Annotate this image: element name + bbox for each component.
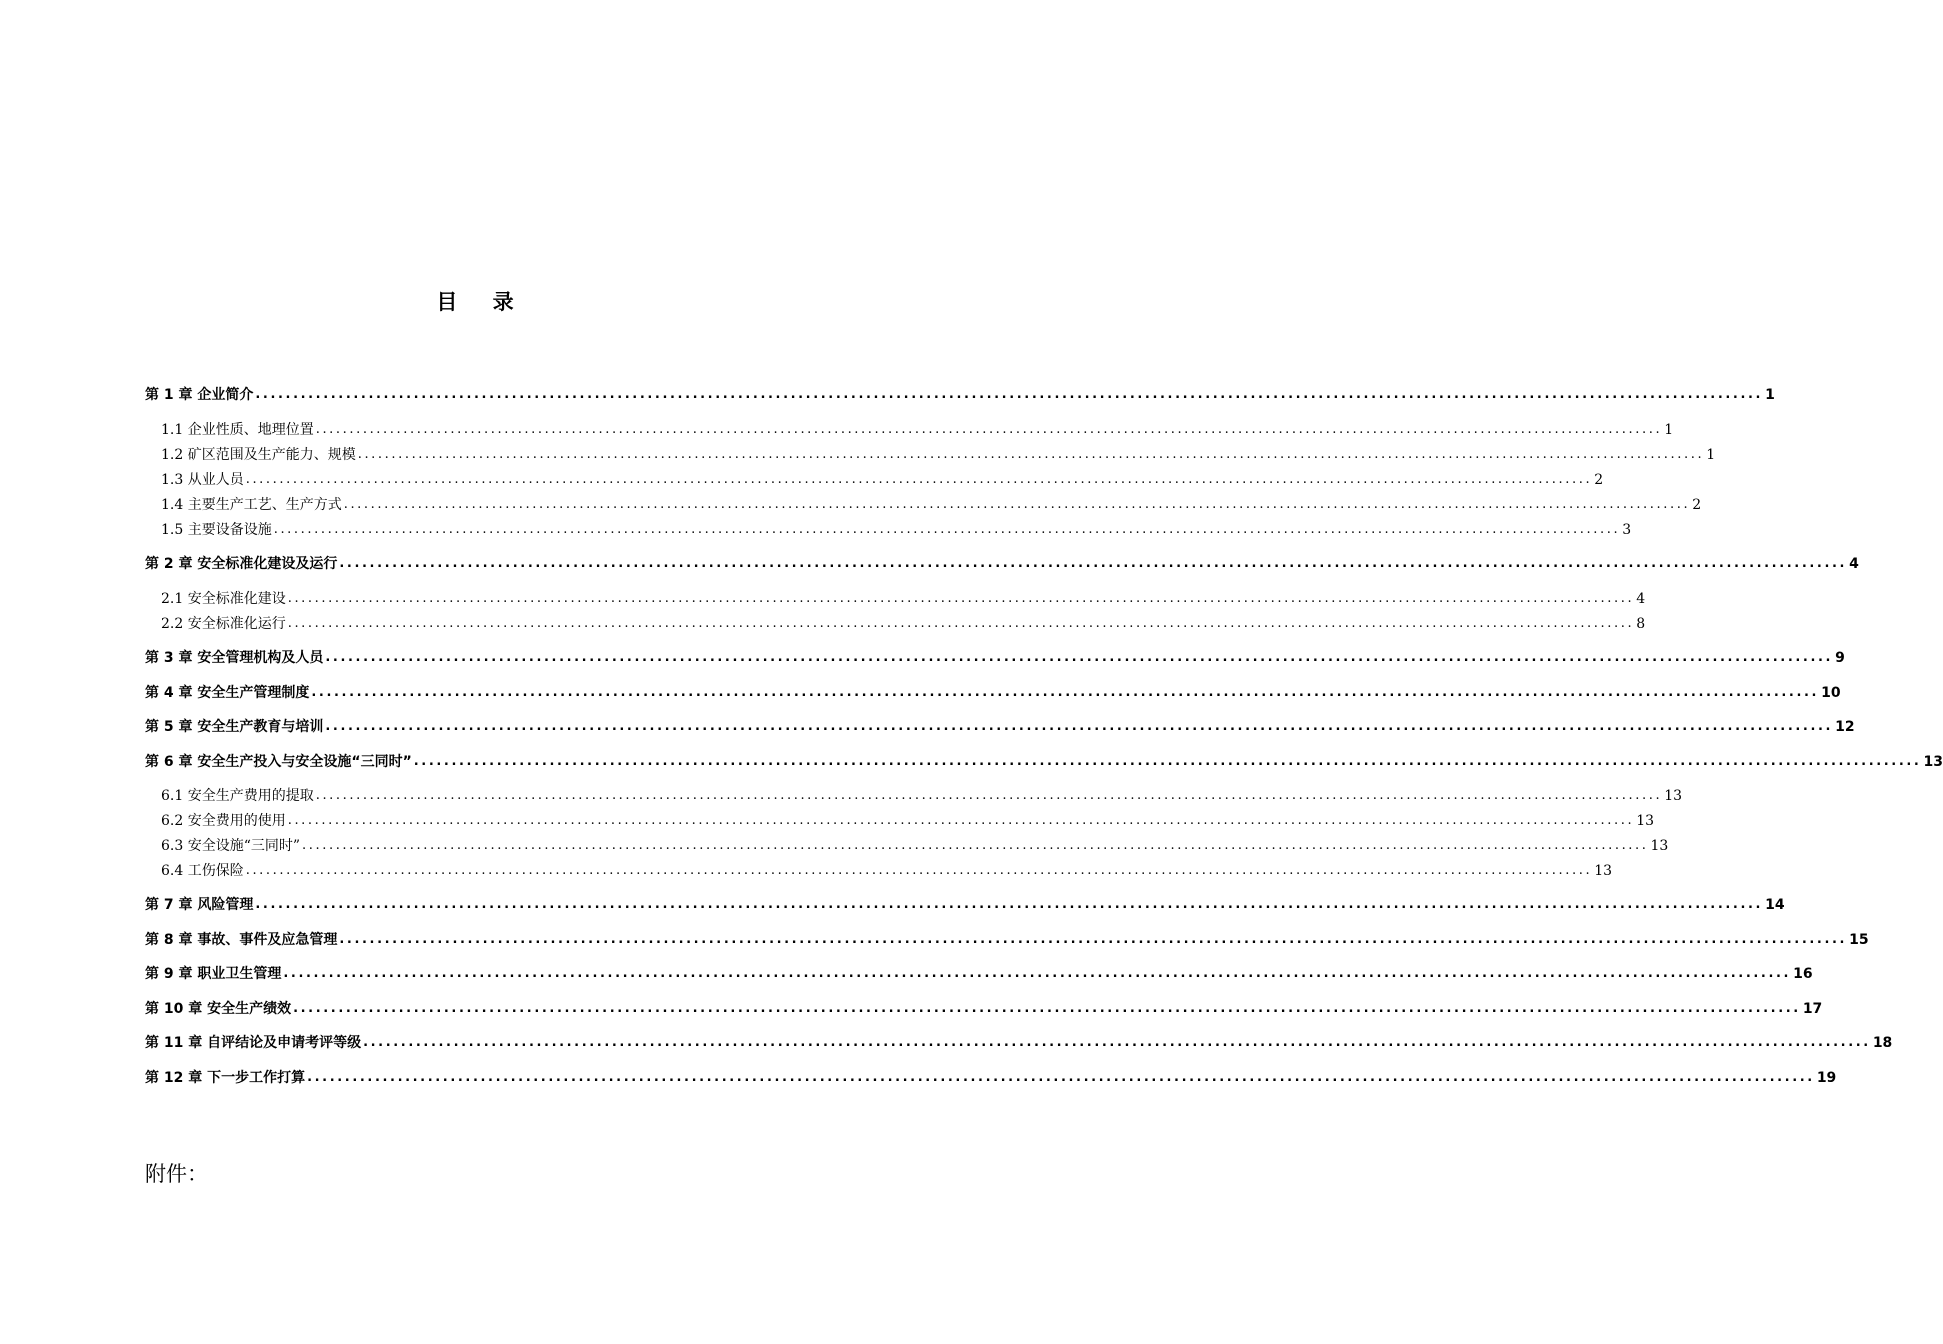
toc-page-number: 18 [1872, 1035, 1893, 1051]
toc-leader-dots: ........................................................................................................................................................................................................ [307, 1070, 1815, 1085]
toc-entry-label: 1.2 矿区范围及生产能力、规模 [161, 447, 356, 463]
toc-entry-label: 第 3 章 安全管理机构及人员 [145, 650, 324, 666]
toc-chapter-entry[interactable] [145, 1031, 1893, 1053]
toc-page-number: 2 [1692, 497, 1702, 513]
toc-entry-label: 第 2 章 安全标准化建设及运行 [145, 556, 338, 572]
toc-entry-label: 2.2 安全标准化运行 [161, 616, 286, 632]
toc-leader-dots: ........................................................................................................................................................................................................ [343, 497, 1691, 512]
toc-leader-dots: ........................................................................................................................................................................................................ [413, 754, 1922, 769]
toc-entry-label: 第 5 章 安全生产教育与培训 [145, 719, 324, 735]
toc-leader-dots: ........................................................................................................................................................................................................ [302, 838, 1649, 853]
toc-section-entry[interactable] [161, 587, 1646, 609]
toc-chapter-entry[interactable] [145, 893, 1785, 915]
toc-section-entry[interactable] [161, 443, 1716, 465]
toc-leader-dots: ........................................................................................................................................................................................................ [325, 719, 1834, 734]
toc-leader-dots: ........................................................................................................................................................................................................ [293, 1001, 1801, 1016]
toc-chapter-entry[interactable] [145, 997, 1823, 1019]
toc-page-number: 3 [1622, 522, 1632, 538]
toc-entry-label: 6.1 安全生产费用的提取 [161, 788, 314, 804]
toc-leader-dots: ........................................................................................................................................................................................................ [315, 422, 1663, 437]
toc-entry-label: 1.5 主要设备设施 [161, 522, 272, 538]
toc-section-entry[interactable] [161, 784, 1683, 806]
toc-page-number: 1 [1765, 387, 1775, 403]
toc-page-number: 2 [1594, 472, 1604, 488]
toc-entry-label: 第 11 章 自评结论及申请考评等级 [145, 1035, 362, 1051]
toc-chapter-entry[interactable] [145, 681, 1841, 703]
toc-page-number: 8 [1636, 616, 1646, 632]
toc-entry-label: 第 7 章 风险管理 [145, 897, 254, 913]
toc-leader-dots: ........................................................................................................................................................................................................ [311, 685, 1820, 700]
toc-page-number: 4 [1849, 556, 1859, 572]
toc-chapter-entry[interactable] [145, 552, 1859, 574]
toc-chapter-entry[interactable] [145, 962, 1813, 984]
toc-chapter-entry[interactable] [145, 1066, 1837, 1088]
toc-page-number: 15 [1849, 932, 1869, 948]
toc-leader-dots: ........................................................................................................................................................................................................ [273, 522, 1621, 537]
toc-entry-label: 第 1 章 企业简介 [145, 387, 254, 403]
toc-leader-dots: ........................................................................................................................................................................................................ [363, 1035, 1871, 1050]
toc-section-entry[interactable] [161, 518, 1632, 540]
toc-chapter-entry[interactable] [145, 383, 1775, 405]
toc-leader-dots: ........................................................................................................................................................................................................ [357, 447, 1705, 462]
toc-chapter-entry[interactable] [145, 928, 1869, 950]
toc-section-entry[interactable] [161, 834, 1669, 856]
toc-page-number: 1 [1706, 447, 1716, 463]
toc-section-entry[interactable] [161, 468, 1604, 490]
toc-section-entry[interactable] [161, 809, 1655, 831]
toc-page-number: 17 [1802, 1001, 1823, 1017]
toc-leader-dots: ........................................................................................................................................................................................................ [255, 897, 1764, 912]
toc-entry-label: 第 10 章 安全生产绩效 [145, 1001, 292, 1017]
toc-entry-label: 2.1 安全标准化建设 [161, 591, 286, 607]
toc-entry-label: 第 8 章 事故、事件及应急管理 [145, 932, 338, 948]
toc-page-number: 4 [1636, 591, 1646, 607]
toc-section-entry[interactable] [161, 612, 1646, 634]
toc-title: 目 录 [436, 290, 528, 314]
toc-page-number: 10 [1821, 685, 1841, 701]
toc-entry-label: 第 12 章 下一步工作打算 [145, 1070, 306, 1086]
toc-leader-dots: ........................................................................................................................................................................................................ [287, 616, 1635, 631]
toc-section-entry[interactable] [161, 493, 1702, 515]
toc-page-number: 9 [1835, 650, 1845, 666]
toc-page-number: 12 [1835, 719, 1855, 735]
toc-page-number: 14 [1765, 897, 1785, 913]
toc-section-entry[interactable] [161, 859, 1613, 881]
toc-leader-dots: ........................................................................................................................................................................................................ [339, 556, 1848, 571]
toc-leader-dots: ........................................................................................................................................................................................................ [245, 472, 1593, 487]
toc-entry-label: 6.3 安全设施“三同时” [161, 838, 301, 854]
toc-chapter-entry[interactable] [145, 646, 1845, 668]
toc-entry-label: 第 4 章 安全生产管理制度 [145, 685, 310, 701]
toc-section-entry[interactable] [161, 418, 1674, 440]
toc-page-number: 13 [1636, 813, 1655, 829]
attachment-label: 附件： [145, 1162, 208, 1186]
toc-page-number: 16 [1793, 966, 1813, 982]
toc-leader-dots: ........................................................................................................................................................................................................ [339, 932, 1848, 947]
toc-entry-label: 第 6 章 安全生产投入与安全设施“三同时” [145, 754, 412, 770]
toc-chapter-entry[interactable] [145, 715, 1855, 737]
toc-leader-dots: ........................................................................................................................................................................................................ [287, 813, 1635, 828]
toc-entry-label: 6.2 安全费用的使用 [161, 813, 286, 829]
toc-entry-label: 1.4 主要生产工艺、生产方式 [161, 497, 342, 513]
toc-page-number: 1 [1664, 422, 1674, 438]
toc-page-number: 13 [1923, 754, 1943, 770]
toc-leader-dots: ........................................................................................................................................................................................................ [283, 966, 1792, 981]
toc-entry-label: 1.1 企业性质、地理位置 [161, 422, 314, 438]
toc-chapter-entry[interactable] [145, 750, 1943, 772]
toc-page-number: 19 [1816, 1070, 1837, 1086]
toc-leader-dots: ........................................................................................................................................................................................................ [255, 387, 1764, 402]
toc-entry-label: 1.3 从业人员 [161, 472, 244, 488]
toc-page-number: 13 [1664, 788, 1683, 804]
toc-entry-label: 第 9 章 职业卫生管理 [145, 966, 282, 982]
toc-leader-dots: ........................................................................................................................................................................................................ [325, 650, 1834, 665]
toc-leader-dots: ........................................................................................................................................................................................................ [287, 591, 1635, 606]
toc-page-number: 13 [1594, 863, 1613, 879]
toc-page-number: 13 [1650, 838, 1669, 854]
toc-leader-dots: ........................................................................................................................................................................................................ [245, 863, 1593, 878]
toc-leader-dots: ........................................................................................................................................................................................................ [315, 788, 1663, 803]
toc-entry-label: 6.4 工伤保险 [161, 863, 244, 879]
